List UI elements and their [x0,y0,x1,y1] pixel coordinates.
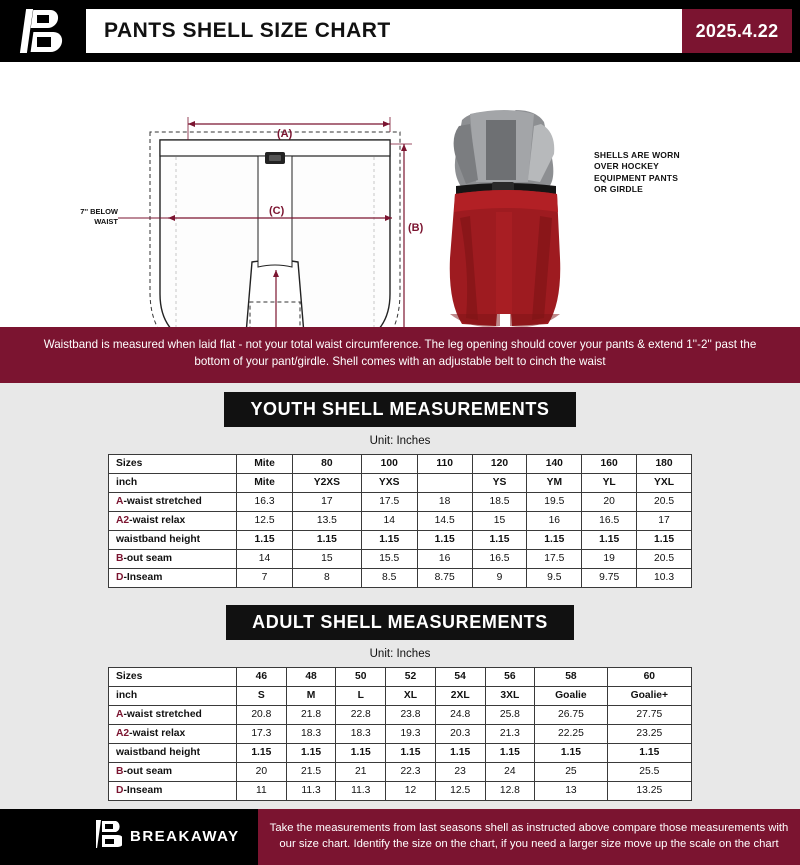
table-cell: 24 [485,762,535,781]
table-cell: M [286,686,336,705]
page-title: PANTS SHELL SIZE CHART [104,19,391,42]
table-row [109,781,692,800]
table-cell: 14 [361,511,417,530]
row-label-text: -waist stretched [123,496,202,508]
diagram-area [0,62,800,327]
youth-size-table [108,454,692,588]
table-cell: 21.8 [286,705,336,724]
table-cell: Mite [237,473,293,492]
breakaway-logo-icon [0,0,86,62]
table-cell: 140 [527,454,582,473]
table-cell: 16.5 [472,549,527,568]
table-cell: 18 [417,492,472,511]
table-cell: 15 [472,511,527,530]
table-cell: 1.15 [485,743,535,762]
table-cell: 13.25 [607,781,691,800]
table-cell: 19 [582,549,637,568]
table-cell: Goalie+ [607,686,691,705]
table-cell: 1.15 [286,743,336,762]
row-label-accent: D [116,785,124,797]
table-cell: 160 [582,454,637,473]
table-cell: 11 [237,781,287,800]
table-cell: 46 [237,667,287,686]
table-cell: 1.15 [237,530,293,549]
table-cell: L [336,686,386,705]
table-cell: 80 [293,454,362,473]
title-box [86,9,682,53]
table-cell: 54 [435,667,485,686]
table-row [109,686,692,705]
table-cell: 2XL [435,686,485,705]
table-cell: 17.5 [527,549,582,568]
table-cell: 16 [527,511,582,530]
adult-section-header [0,596,800,646]
table-cell: 9.75 [582,568,637,587]
youth-table-wrap [0,454,800,596]
table-cell: 8.5 [361,568,417,587]
table-cell: 11.3 [286,781,336,800]
table-cell: 18.3 [336,724,386,743]
table-cell: 10.3 [637,568,692,587]
table-cell: YS [472,473,527,492]
table-cell: 27.75 [607,705,691,724]
row-label: inch [109,473,237,492]
table-cell: 13.5 [293,511,362,530]
table-cell: 14 [237,549,293,568]
table-cell: S [237,686,287,705]
table-cell: 60 [607,667,691,686]
row-label-accent: A [116,496,124,508]
row-label: waistband height [109,743,237,762]
row-label-text: -out seam [123,766,173,778]
table-cell: 1.15 [293,530,362,549]
table-row [109,530,692,549]
row-label-accent: B [116,553,124,565]
table-cell: 1.15 [386,743,436,762]
table-cell: 22.8 [336,705,386,724]
table-cell: 110 [417,454,472,473]
table-row [109,568,692,587]
table-cell: 120 [472,454,527,473]
table-cell: YXS [361,473,417,492]
adult-section-title: ADULT SHELL MEASUREMENTS [226,605,574,640]
table-cell: 21 [336,762,386,781]
table-cell: 20.5 [637,549,692,568]
table-cell: 16.5 [582,511,637,530]
table-cell [417,473,472,492]
table-cell: 1.15 [435,743,485,762]
row-label-text: -Inseam [123,785,163,797]
table-cell: 25 [535,762,607,781]
table-cell: 17.3 [237,724,287,743]
table-cell: 1.15 [417,530,472,549]
table-cell: 12 [386,781,436,800]
adult-unit-label: Unit: Inches [0,646,800,667]
youth-section-header [0,383,800,433]
table-cell: 1.15 [472,530,527,549]
table-row [109,743,692,762]
table-row [109,705,692,724]
row-label [109,705,237,724]
table-cell: 1.15 [361,530,417,549]
row-label-text: -Inseam [123,572,163,584]
table-cell: YM [527,473,582,492]
table-cell: 18.5 [472,492,527,511]
table-cell: Mite [237,454,293,473]
table-row [109,724,692,743]
footer-instructions: Take the measurements from last seasons shell as instructed above compare those measurements with our size chart. Identify the size on the chart, if you need a larger size move up the scale on the chart [258,809,800,865]
table-cell: Goalie [535,686,607,705]
table-cell: 52 [386,667,436,686]
page-footer [0,809,800,865]
shell-note: SHELLS ARE WORN OVER HOCKEY EQUIPMENT PANTS OR GIRDLE [594,150,680,195]
table-row [109,762,692,781]
table-cell: 17 [637,511,692,530]
table-cell: 20.8 [237,705,287,724]
row-label-text: -waist stretched [123,709,202,721]
row-label [109,511,237,530]
table-cell: 1.15 [336,743,386,762]
table-cell: 1.15 [237,743,287,762]
table-row [109,454,692,473]
table-cell: 20.5 [637,492,692,511]
table-cell: 15.5 [361,549,417,568]
table-cell: 18.3 [286,724,336,743]
table-cell: 100 [361,454,417,473]
row-label [109,724,237,743]
row-label [109,492,237,511]
table-row [109,473,692,492]
table-cell: 58 [535,667,607,686]
table-cell: 1.15 [637,530,692,549]
label-c: (C) [269,205,285,217]
table-cell: 1.15 [582,530,637,549]
table-cell: 25.5 [607,762,691,781]
table-cell: 16 [417,549,472,568]
table-cell: 9 [472,568,527,587]
table-cell: 19.5 [527,492,582,511]
table-cell: Y2XS [293,473,362,492]
table-cell: 11.3 [336,781,386,800]
table-row [109,492,692,511]
adult-size-table [108,667,692,801]
row-label [109,781,237,800]
row-label-accent: B [116,766,124,778]
table-cell: 48 [286,667,336,686]
table-cell: 22.25 [535,724,607,743]
table-cell: 20.3 [435,724,485,743]
footer-brand [0,820,258,853]
table-cell: 20 [582,492,637,511]
footer-brand-name: BREAKAWAY [130,828,240,846]
row-label [109,762,237,781]
table-cell: 1.15 [535,743,607,762]
adult-table-wrap [0,667,800,809]
table-cell: XL [386,686,436,705]
table-cell: 15 [293,549,362,568]
instruction-band: Waistband is measured when laid flat - not your total waist circumference. The leg opening should cover your pants & extend 1''-2'' past the bottom of your pant/girdle. Shell comes with an adjustable belt to cinch the waist [0,327,800,383]
table-row [109,549,692,568]
table-cell: 8 [293,568,362,587]
row-label-accent: A2 [116,515,130,527]
table-cell: 19.3 [386,724,436,743]
row-label: inch [109,686,237,705]
table-cell: 1.15 [607,743,691,762]
row-label-accent: D [116,572,124,584]
table-cell: 22.3 [386,762,436,781]
table-cell: 9.5 [527,568,582,587]
table-cell: 26.75 [535,705,607,724]
footer-logo-icon [96,820,122,853]
table-cell: 12.8 [485,781,535,800]
label-b: (B) [408,222,424,234]
date-badge: 2025.4.22 [682,9,792,53]
youth-unit-label: Unit: Inches [0,433,800,454]
table-cell: 13 [535,781,607,800]
row-label-accent: A [116,709,124,721]
table-cell: 8.75 [417,568,472,587]
table-row [109,511,692,530]
table-cell: 23 [435,762,485,781]
table-cell: 21.3 [485,724,535,743]
table-cell: 23.8 [386,705,436,724]
label-a: (A) [277,128,293,140]
youth-section-title: YOUTH SHELL MEASUREMENTS [224,392,575,427]
row-label-text: -waist relax [129,515,186,527]
table-cell: 3XL [485,686,535,705]
row-label: Sizes [109,454,237,473]
table-cell: 12.5 [435,781,485,800]
row-label: Sizes [109,667,237,686]
label-below-waist: 7'' BELOW WAIST [80,207,118,226]
row-label [109,568,237,587]
table-cell: YL [582,473,637,492]
table-cell: 7 [237,568,293,587]
table-cell: 23.25 [607,724,691,743]
table-cell: 50 [336,667,386,686]
table-cell: 12.5 [237,511,293,530]
table-cell: 25.8 [485,705,535,724]
table-cell: 1.15 [527,530,582,549]
table-row [109,667,692,686]
row-label [109,549,237,568]
row-label-text: -out seam [123,553,173,565]
table-cell: 17 [293,492,362,511]
row-label-text: -waist relax [129,728,186,740]
table-cell: 17.5 [361,492,417,511]
table-cell: 56 [485,667,535,686]
table-cell: 16.3 [237,492,293,511]
table-cell: YXL [637,473,692,492]
table-cell: 20 [237,762,287,781]
table-cell: 14.5 [417,511,472,530]
table-cell: 180 [637,454,692,473]
table-cell: 24.8 [435,705,485,724]
page-header [0,0,800,62]
row-label: waistband height [109,530,237,549]
row-label-accent: A2 [116,728,130,740]
table-cell: 21.5 [286,762,336,781]
